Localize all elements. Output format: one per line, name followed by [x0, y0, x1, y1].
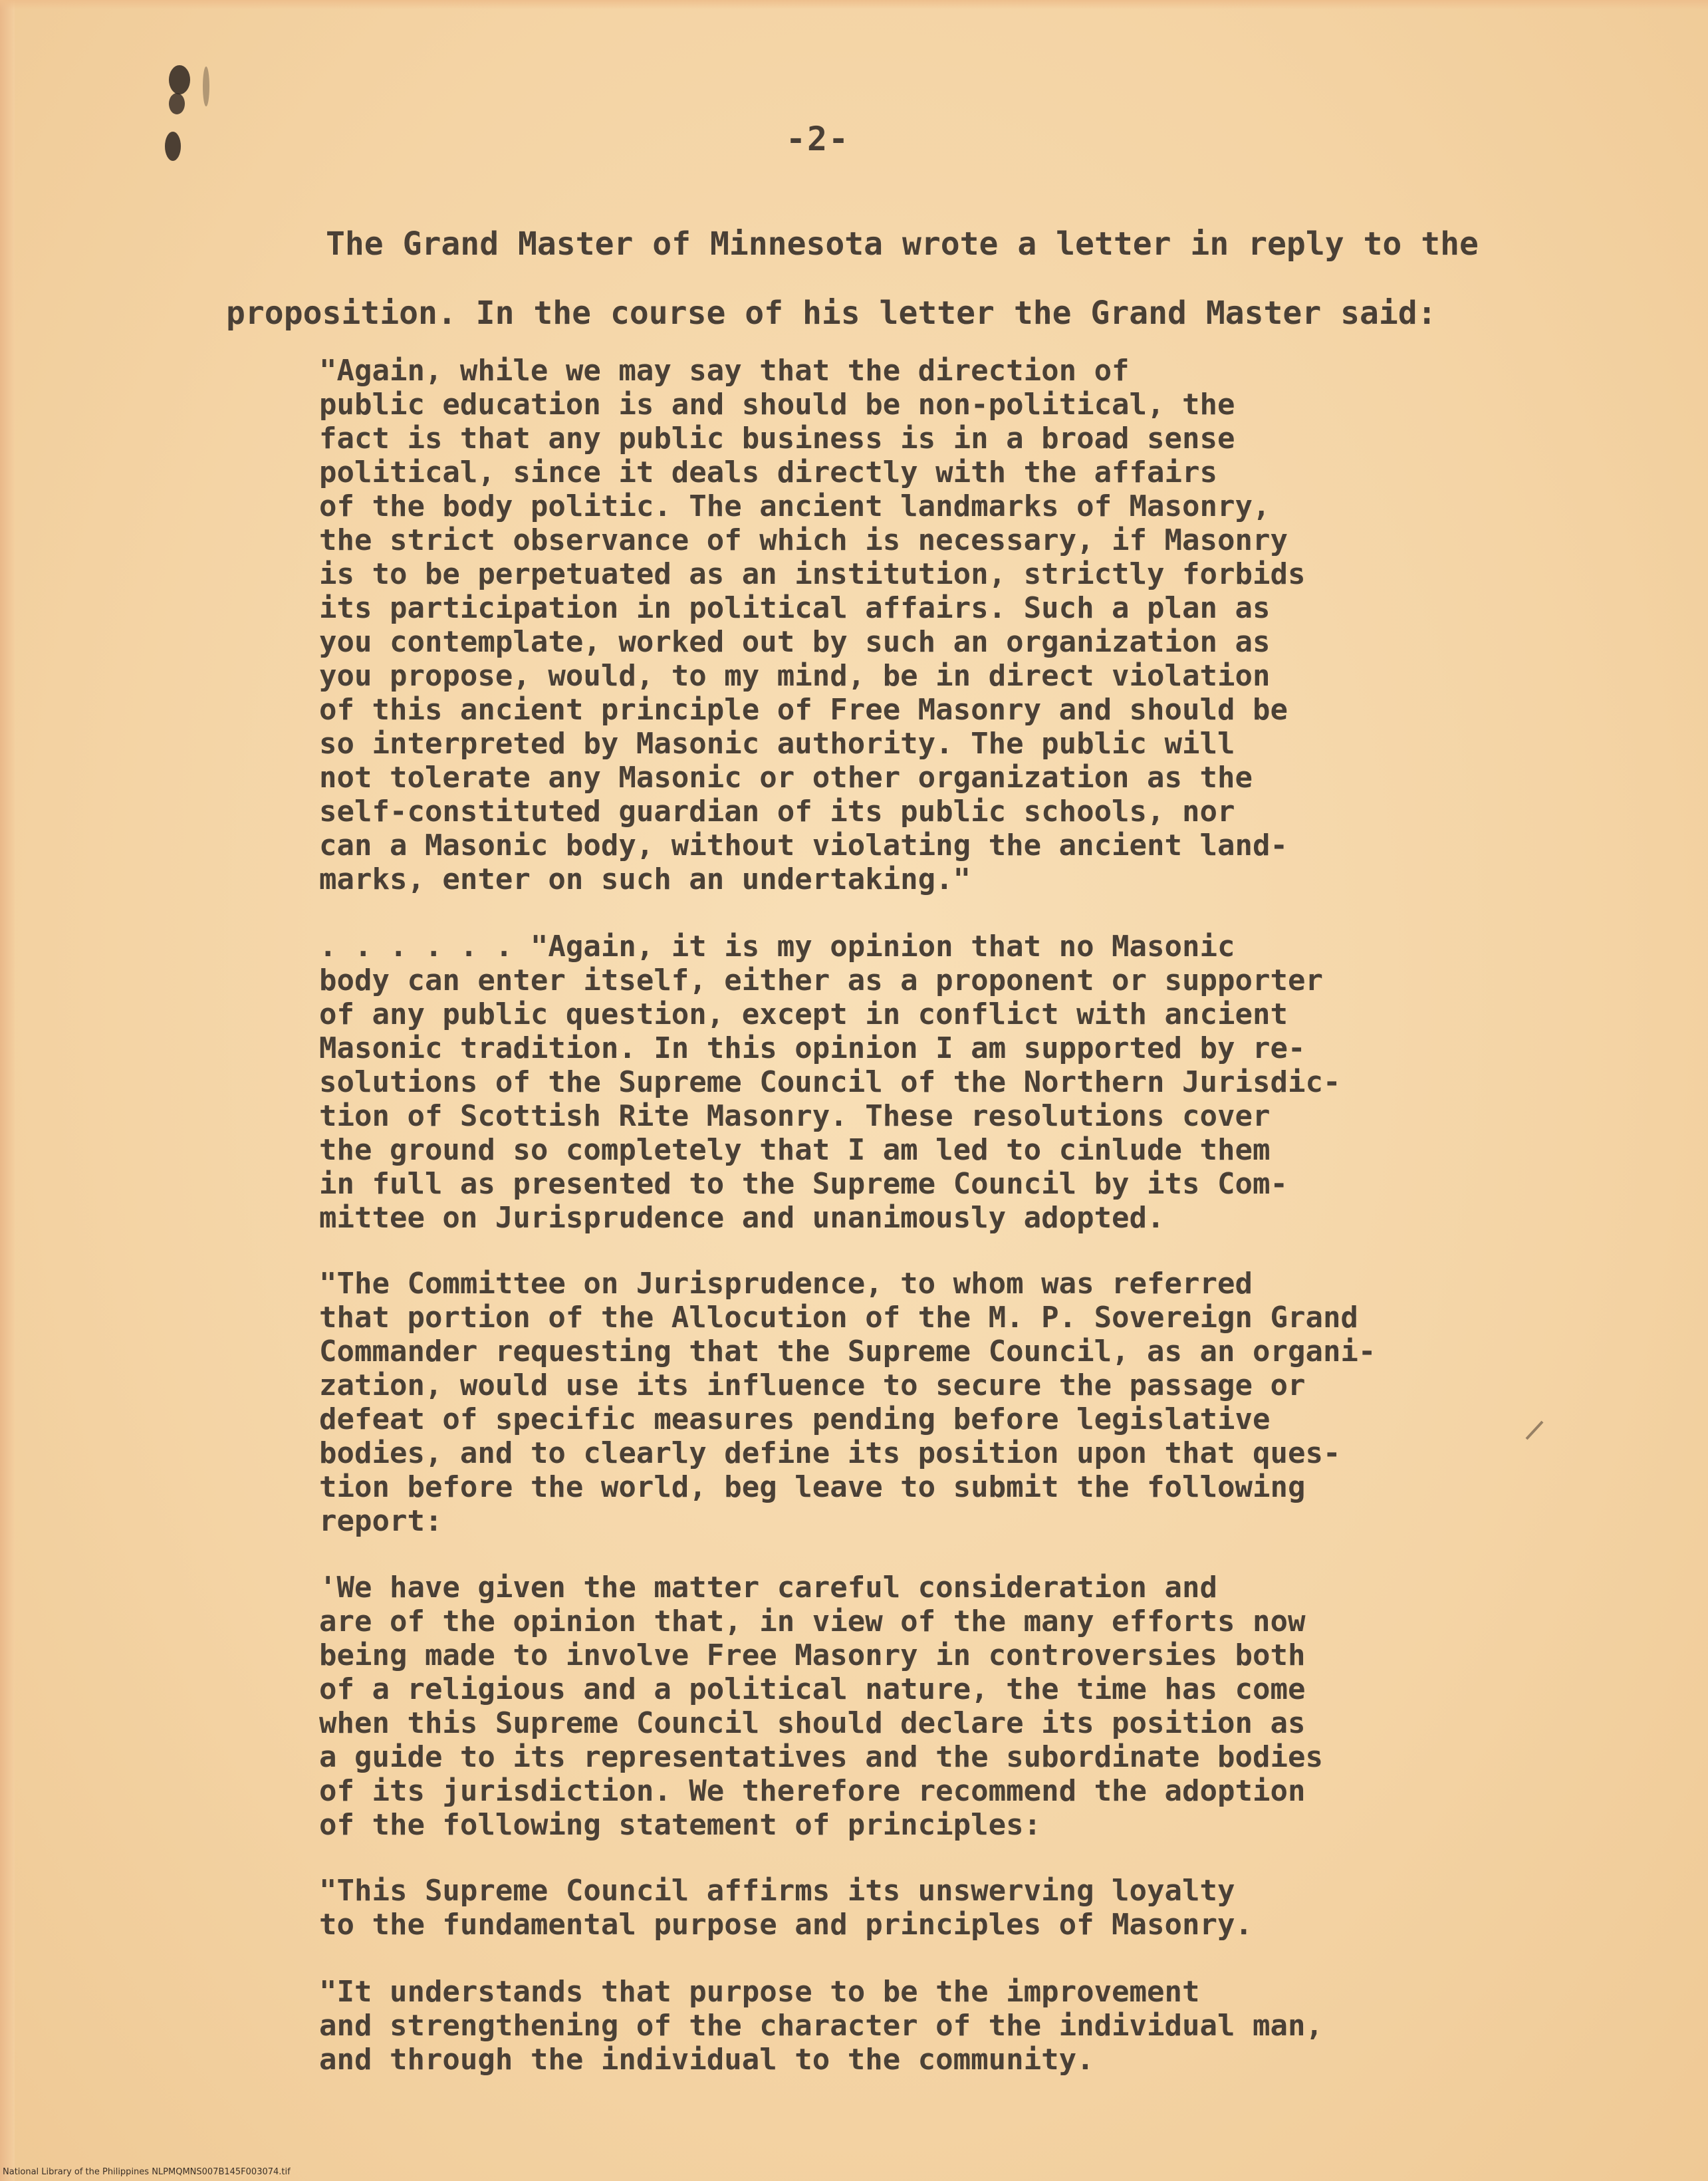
quote-paragraph-3: "The Committee on Jurisprudence, to whom was referred that portion of the Allocution of the M. P. Sovereign Grand Commander requesting that the Supreme Council, as an organi- zation, would use its influence to secure the passage or defeat of specific measures pending before legislative bodies, and to clearly define its position upon that ques- tion before the world, beg leave to submit the following report: [319, 1267, 1376, 1538]
quote-paragraph-4: 'We have given the matter careful consideration and are of the opinion that, in view of the many efforts now being made to involve Free Masonry in controversies both of a religious and a political nature, the time has come when this Supreme Council should declare its position as a guide to its representatives and the subordinate bodies of its jurisdiction. We therefore recommend the adoption of the following statement of principles: [319, 1571, 1323, 1842]
paper-edge-top [0, 0, 1708, 9]
intro-line-1: The Grand Master of Minnesota wrote a letter in reply to the [326, 225, 1479, 263]
quote-paragraph-1: "Again, while we may say that the direction of public education is and should be non-political, the fact is that any public business is in a broad sense political, since it deals directly with the affairs of the body politic. The ancient landmarks of Masonry, the strict observance of which is necessary, if Masonry is to be perpetuated as an institution, strictly forbids its participation in political affairs. Such a plan as you contemplate, worked out by such an organization as you propose, would, to my mind, be in direct violation of this ancient principle of Free Masonry and should be so interpreted by Masonic authority. The public will not tolerate any Masonic or other organization as the self-constituted guardian of its public schools, nor can a Masonic body, without violating the ancient land- marks, enter on such an undertaking." [319, 354, 1306, 896]
intro-paragraph [226, 209, 1542, 348]
intro-line-2: proposition. In the course of his letter the Grand Master said: [226, 295, 1437, 332]
quote-paragraph-5: "This Supreme Council affirms its unswerving loyalty to the fundamental purpose and principles of Masonry. [319, 1874, 1253, 1942]
quote-paragraph-2: . . . . . . "Again, it is my opinion that no Masonic body can enter itself, either as a proponent or supporter of any public question, except in conflict with ancient Masonic tradition. In this opinion I am supported by re- solutions of the Supreme Council of the Northern Jurisdic- tion of Scottish Rite Masonry. These resolutions cover the ground so completely that I am led to cinlude them in full as presented to the Supreme Council by its Com- mittee on Jurisprudence and unanimously adopted. [319, 930, 1341, 1235]
archive-footer: National Library of the Philippines NLPMQMNS007B145F003074.tif [3, 2167, 291, 2177]
quote-paragraph-6: "It understands that purpose to be the improvement and strengthening of the character of the individual man, and through the individual to the community. [319, 1975, 1323, 2077]
paper-edge-left [0, 0, 15, 2181]
page-number: -2- [785, 120, 850, 158]
